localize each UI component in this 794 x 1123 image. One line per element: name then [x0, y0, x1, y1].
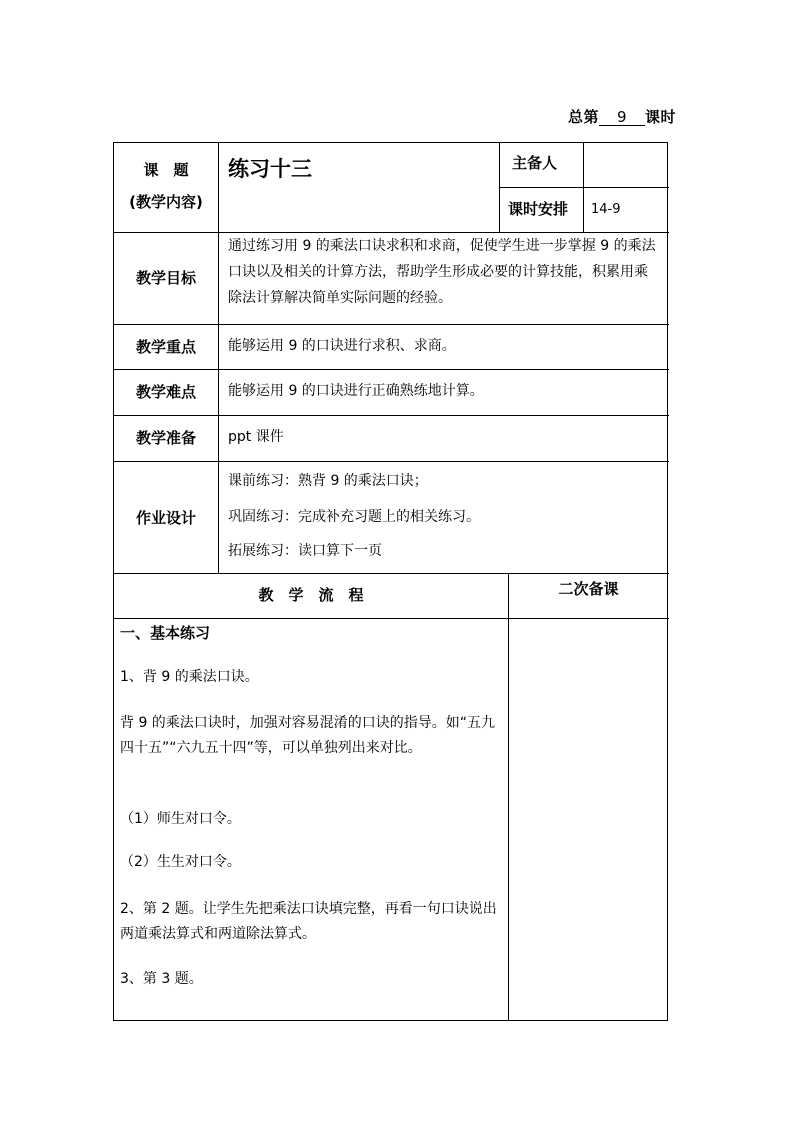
- row-divider-2: [114, 324, 669, 325]
- total-lesson-suffix: 课时: [645, 108, 677, 126]
- homework-line-3: 拓展练习：读口算下一页: [228, 543, 382, 559]
- flow-item-5: 2、第 2 题。让学生先把乘法口诀填完整，再看一句口诀说出两道乘法算式和两道除法算式。: [120, 901, 497, 942]
- key-points-text: 能够运用 9 的口诀进行求积、求商。: [228, 338, 456, 354]
- flow-item-3: （1）师生对口令。: [120, 811, 241, 827]
- homework-label: 作业设计: [135, 509, 196, 527]
- schedule-label: 课时安排: [508, 200, 569, 218]
- topic-label-sub: (教学内容): [129, 193, 203, 211]
- main-preparer-label: 主备人: [512, 154, 558, 172]
- section-title: 一、基本练习: [120, 624, 211, 642]
- row-divider-5: [114, 461, 669, 462]
- total-lesson-number: [568, 106, 676, 127]
- teaching-flow-header: 教 学 流 程: [258, 586, 364, 604]
- row-divider-6: [114, 573, 669, 574]
- flow-item-6: 3、第 3 题。: [120, 971, 203, 987]
- goals-text: 通过练习用 9 的乘法口诀求积和求商，促使学生进一步掌握 9 的乘法口诀以及相关的计算方法，帮助学生形成必要的计算技能，积累用乘除法计算解决简单实际问题的经验。: [228, 238, 656, 306]
- row-divider-7: [114, 618, 669, 619]
- homework-line-1: 课前练习：熟背 9 的乘法口诀；: [228, 473, 428, 489]
- meta-row-divider: [499, 187, 669, 188]
- row-divider-3: [114, 369, 669, 370]
- flow-item-4: （2）生生对口令。: [120, 854, 241, 870]
- preparation-text: ppt 课件: [228, 429, 284, 445]
- total-lesson-prefix: 总第: [568, 108, 600, 126]
- flow-item-1: 1、背 9 的乘法口诀。: [120, 669, 259, 685]
- goals-label: 教学目标: [135, 269, 196, 287]
- lesson-title: 练习十三: [228, 157, 312, 181]
- flow-column-divider: [508, 573, 509, 1021]
- difficult-points-label: 教学难点: [135, 383, 196, 401]
- topic-label: 课 题: [143, 161, 189, 179]
- flow-item-2: 背 9 的乘法口诀时，加强对容易混淆的口诀的指导。如“五九四十五”“六九五十四”等，可以单独列出来对比。: [120, 715, 496, 756]
- lesson-plan-table: [113, 142, 668, 1021]
- difficult-points-text: 能够运用 9 的口诀进行正确熟练地计算。: [228, 383, 484, 399]
- label-column-divider: [218, 143, 219, 573]
- row-divider-4: [114, 415, 669, 416]
- second-prep-header: 二次备课: [558, 580, 619, 598]
- homework-line-2: 巩固练习：完成补充习题上的相关练习。: [228, 509, 480, 525]
- total-lesson-value: 9: [599, 109, 645, 126]
- preparation-label: 教学准备: [135, 429, 196, 447]
- schedule-value: 14-9: [591, 202, 621, 217]
- key-points-label: 教学重点: [135, 338, 196, 356]
